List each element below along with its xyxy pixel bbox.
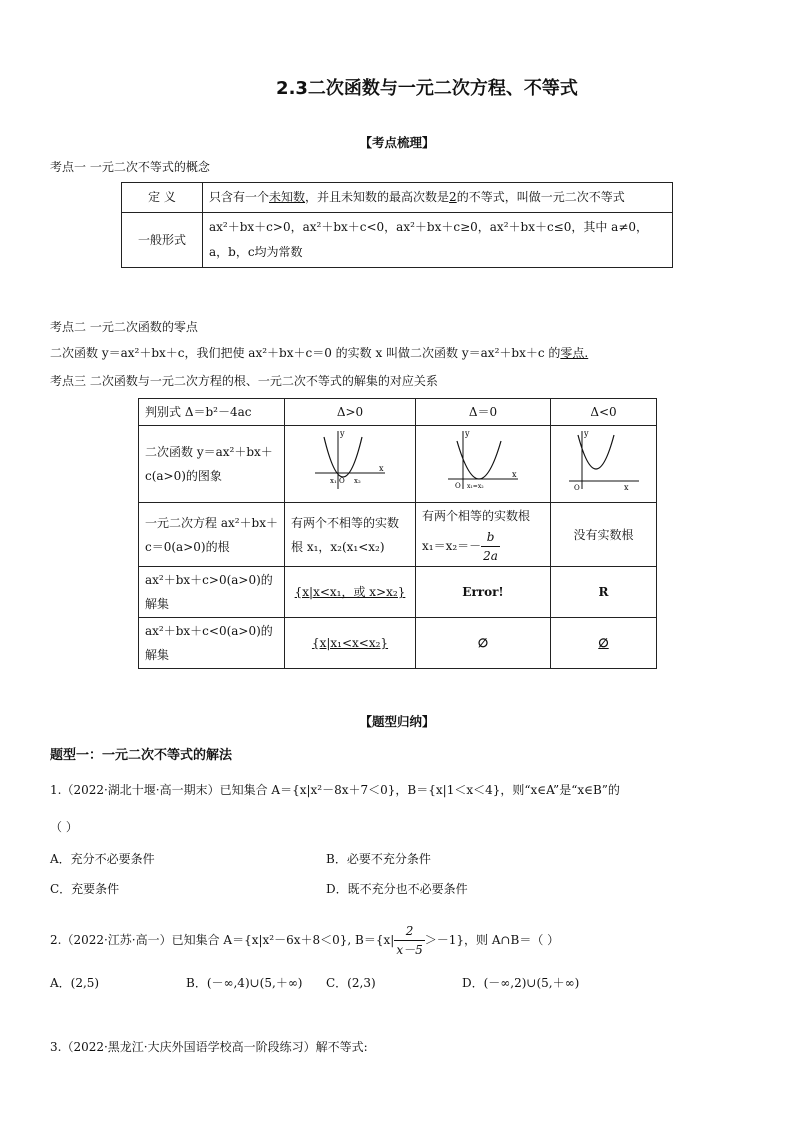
row-label: 定 义 [122, 183, 203, 213]
q1-option-d[interactable]: D．既不充分也不必要条件 [326, 882, 468, 896]
q2-option-b[interactable]: B．(－∞,4)∪(5,＋∞) [186, 976, 303, 990]
fraction: $\frac{2}{x-5}$ [396, 924, 423, 957]
definition-cell: 只含有一个未知数，并且未知数的最高次数是2的不等式，叫做一元二次不等式 [203, 183, 673, 213]
solution-cell: ∅ [416, 618, 551, 669]
row-label: 一元二次方程 ax²＋bx＋c＝0(a>0)的根 [139, 503, 285, 567]
svg-text:x₁=x₂: x₁=x₂ [467, 483, 484, 490]
svg-text:x: x [623, 483, 629, 492]
row-label: 一般形式 [122, 213, 203, 268]
q1-option-a[interactable]: A．充分不必要条件 [50, 852, 155, 866]
type1-heading: 题型一：一元二次不等式的解法 [50, 748, 233, 763]
point3-heading: 考点三 二次函数与一元二次方程的根、一元二次不等式的解集的对应关系 [50, 374, 438, 388]
q1-option-c[interactable]: C．充要条件 [50, 882, 120, 896]
q2-option-a[interactable]: A．(2,5) [50, 976, 100, 990]
svg-text:O: O [455, 482, 461, 490]
solution-cell: Error! [416, 567, 551, 618]
general-form-cell: ax²＋bx＋c>0，ax²＋bx＋c<0，ax²＋bx＋c≥0，ax²＋bx＋c≤0，其中 a≠0，a，b，c均为常数 [203, 213, 673, 268]
fraction: $\frac{b}{2a}$ [483, 530, 498, 563]
svg-text:y: y [465, 429, 470, 438]
header-cell: 判别式 Δ＝b²－4ac [139, 399, 285, 426]
parabola-no-root-graph [564, 427, 644, 493]
q1-answer-paren: （ ） [50, 820, 78, 834]
q2-option-c[interactable]: C．(2,3) [326, 976, 376, 990]
solution-cell: {x|x<x₁，或 x>x₂} [285, 567, 416, 618]
svg-text:x₂: x₂ [354, 477, 361, 485]
q2-stem: 2.（2022·江苏·高一）已知集合 A＝{x|x²－6x＋8＜0}, B＝{x| $\frac{2}{x-5}$ ＞－1}，则 A∩B＝（ ） [50, 924, 560, 957]
roots-cell: 有两个不相等的实数根 x₁，x₂(x₁<x₂) [285, 503, 416, 567]
header-cell: Δ＝0 [416, 399, 551, 426]
page-title: 2.3二次函数与一元二次方程、不等式 [276, 78, 578, 99]
solution-cell: ∅ [551, 618, 657, 669]
svg-text:y: y [583, 429, 589, 438]
solution-cell: {x|x₁<x<x₂} [285, 618, 416, 669]
table-row [139, 618, 657, 669]
roots-cell: 有两个相等的实数根 x₁＝x₂＝－ $\frac{b}{2a}$ [416, 503, 551, 567]
graph-cell [285, 426, 416, 503]
q1-stem: 1.（2022·湖北十堰·高一期末）已知集合 A＝{x|x²－8x＋7＜0}，B＝{x|1＜x＜4}，则“x∈A”是“x∈B”的 [50, 783, 620, 797]
point1-heading: 考点一 一元二次不等式的概念 [50, 160, 210, 174]
q2-option-d[interactable]: D．(－∞,2)∪(5,＋∞) [462, 976, 580, 990]
q1-option-b[interactable]: B．必要不充分条件 [326, 852, 431, 866]
svg-text:x₁: x₁ [330, 477, 337, 485]
table-row [139, 399, 657, 426]
concept-table [121, 182, 673, 268]
graph-cell [416, 426, 551, 503]
parabola-two-roots-graph [310, 427, 390, 493]
header-cell: Δ<0 [551, 399, 657, 426]
svg-text:y: y [340, 429, 345, 438]
row-label: ax²＋bx＋c<0(a>0)的解集 [139, 618, 285, 669]
svg-text:O: O [573, 484, 580, 492]
table-row [139, 503, 657, 567]
svg-text:x: x [379, 464, 384, 473]
point2-body: 二次函数 y＝ax²＋bx＋c，我们把使 ax²＋bx＋c＝0 的实数 x 叫做二次函数 y＝ax²＋bx＋c 的零点. [50, 346, 589, 360]
header-cell: Δ>0 [285, 399, 416, 426]
graph-cell [551, 426, 657, 503]
row-label: ax²＋bx＋c>0(a>0)的解集 [139, 567, 285, 618]
solution-cell: R [551, 567, 657, 618]
row-label: 二次函数 y＝ax²＋bx＋c(a>0)的图象 [139, 426, 285, 503]
table-row [122, 183, 673, 213]
section-review-heading: 【考点梳理】 [359, 135, 435, 150]
correspondence-table [138, 398, 657, 669]
parabola-one-root-graph [443, 427, 523, 493]
q3-stem: 3.（2022·黑龙江·大庆外国语学校高一阶段练习）解不等式: [50, 1040, 368, 1054]
table-row [122, 213, 673, 268]
table-row [139, 426, 657, 503]
table-row [139, 567, 657, 618]
point2-heading: 考点二 一元二次函数的零点 [50, 320, 198, 334]
svg-text:O: O [339, 477, 345, 485]
svg-text:x: x [512, 470, 517, 479]
roots-cell: 没有实数根 [551, 503, 657, 567]
section-types-heading: 【题型归纳】 [359, 714, 435, 729]
